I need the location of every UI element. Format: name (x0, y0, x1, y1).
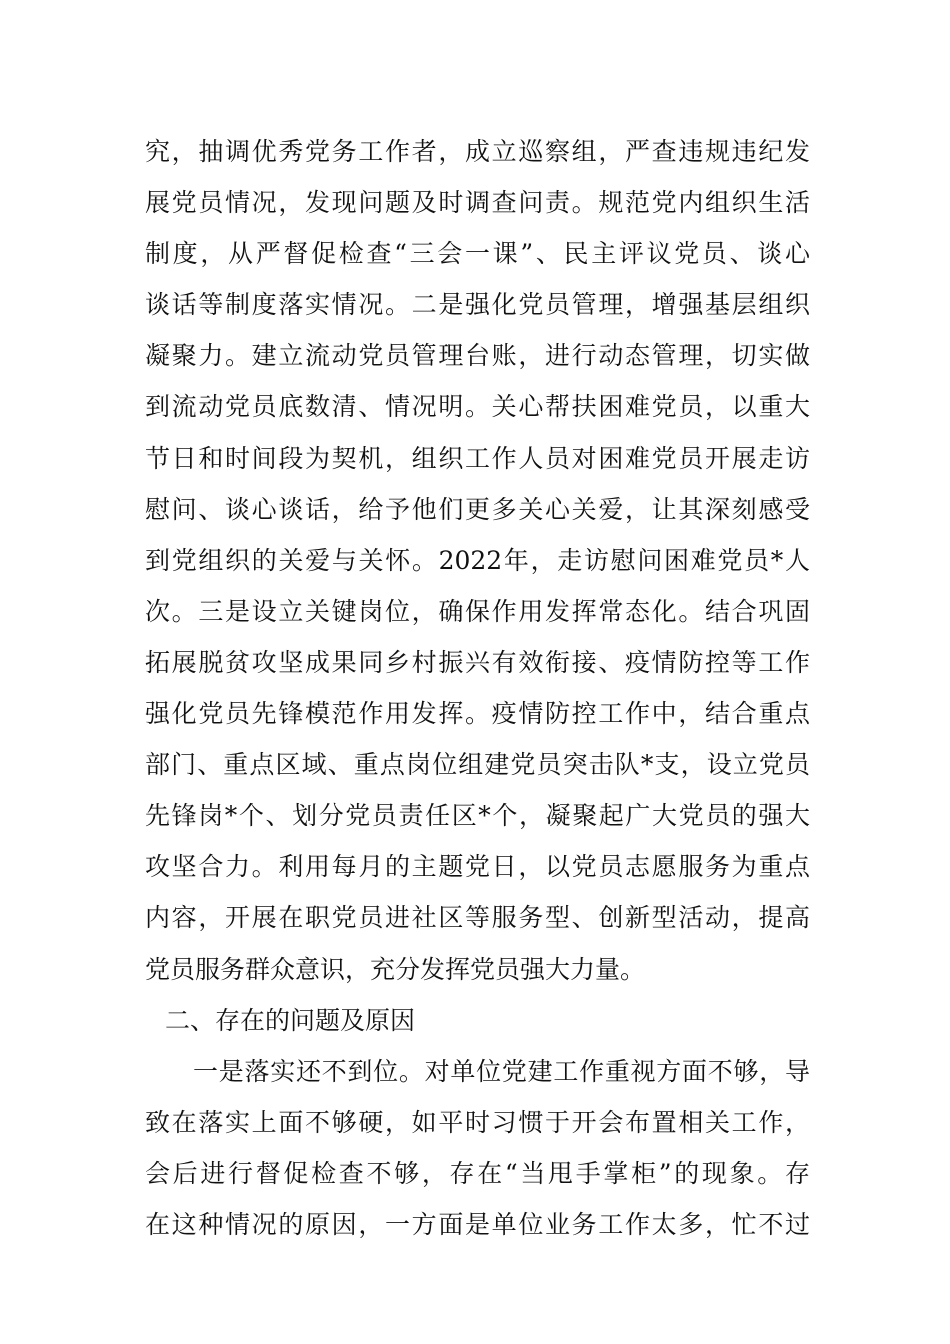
text-line: 致在落实上面不够硬，如平时习惯于开会布置相关工作， (145, 1107, 810, 1137)
section-heading: 二、存在的问题及原因 (165, 1005, 416, 1035)
paragraph-1 (145, 126, 810, 995)
text-line: 内容，开展在职党员进社区等服务型、创新型活动，提高 (145, 903, 810, 933)
text-line: 在这种情况的原因，一方面是单位业务工作太多，忙不过 (145, 1209, 810, 1239)
text-line: 次。三是设立关键岗位，确保作用发挥常态化。结合巩固 (145, 596, 810, 626)
paragraph-2 (145, 1046, 810, 1250)
text-line: 强化党员先锋模范作用发挥。疫情防控工作中，结合重点 (145, 699, 810, 729)
body-text (145, 126, 810, 1250)
text-line: 慰问、谈心谈话，给予他们更多关心关爱，让其深刻感受 (145, 494, 810, 524)
text-line: 节日和时间段为契机，组织工作人员对困难党员开展走访 (145, 443, 810, 473)
text-line: 会后进行督促检查不够，存在“当甩手掌柜”的现象。存 (145, 1158, 810, 1188)
text-line: 展党员情况，发现问题及时调查问责。规范党内组织生活 (145, 188, 810, 218)
text-line: 先锋岗*个、划分党员责任区*个，凝聚起广大党员的强大 (145, 801, 810, 831)
text-line: 部门、重点区域、重点岗位组建党员突击队*支，设立党员 (145, 750, 810, 780)
text-line: 攻坚合力。利用每月的主题党日，以党员志愿服务为重点 (145, 852, 810, 882)
text-line: 到流动党员底数清、情况明。关心帮扶困难党员，以重大 (145, 392, 810, 422)
text-line: 究，抽调优秀党务工作者，成立巡察组，严查违规违纪发 (145, 137, 810, 166)
text-line: 拓展脱贫攻坚成果同乡村振兴有效衔接、疫情防控等工作 (145, 647, 810, 677)
text-line: 谈话等制度落实情况。二是强化党员管理，增强基层组织 (145, 290, 810, 320)
text-line: 制度，从严督促检查“三会一课”、民主评议党员、谈心 (145, 239, 810, 269)
text-line: 到党组织的关爱与关怀。2022年，走访慰问困难党员*人 (145, 545, 810, 575)
text-line: 凝聚力。建立流动党员管理台账，进行动态管理，切实做 (145, 341, 810, 371)
text-line: 党员服务群众意识，充分发挥党员强大力量。 (145, 954, 646, 984)
text-line: 一是落实还不到位。对单位党建工作重视方面不够，导 (193, 1056, 810, 1086)
